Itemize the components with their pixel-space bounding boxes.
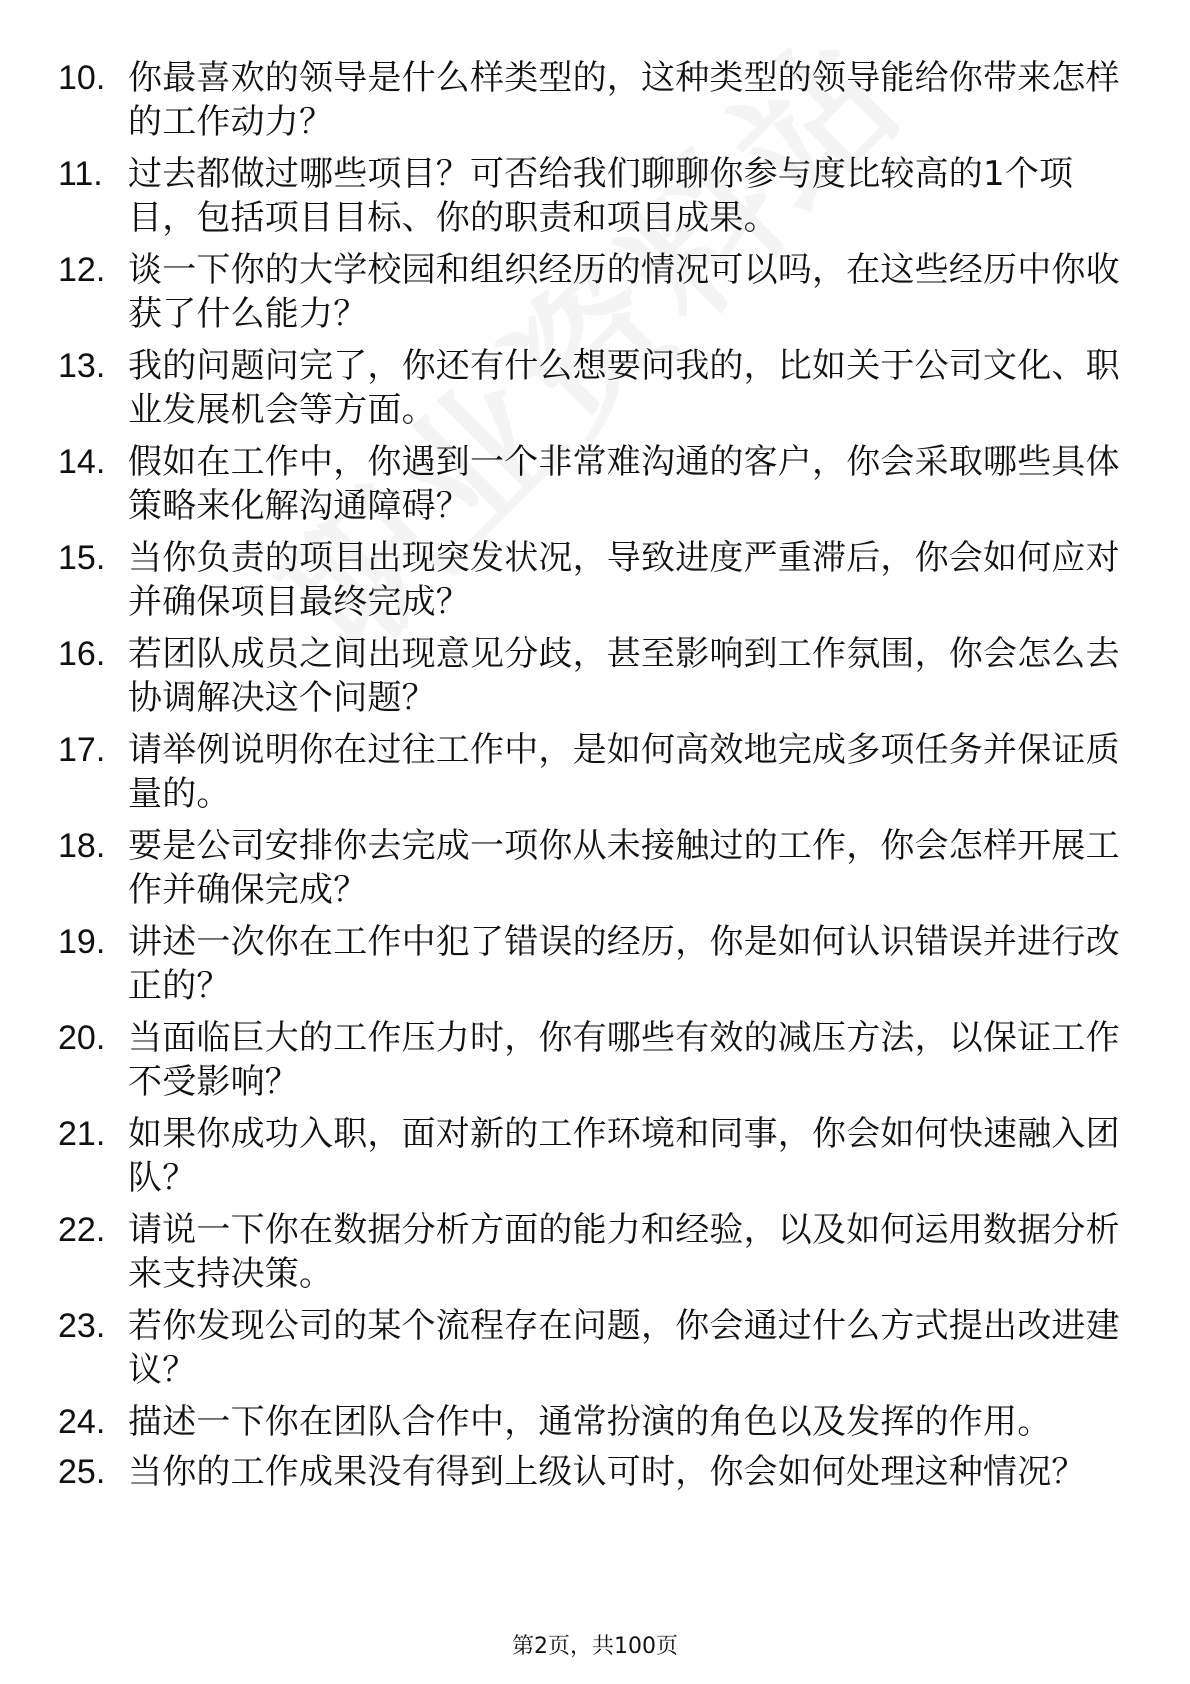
list-item [0, 1394, 1190, 1444]
question-number: 11. [58, 155, 103, 193]
list-item [0, 1298, 1190, 1394]
question-text: 当你负责的项目出现突发状况，导致进度严重滞后，你会如何应对并确保项目最终完成？ [128, 538, 1120, 622]
question-number: 20. [58, 1019, 106, 1057]
question-text: 如果你成功入职，面对新的工作环境和同事，你会如何快速融入团队？ [128, 1114, 1120, 1198]
list-item [0, 530, 1190, 626]
question-text: 当面临巨大的工作压力时，你有哪些有效的减压方法，以保证工作不受影响？ [128, 1018, 1120, 1102]
question-number: 18. [58, 827, 106, 865]
question-number: 22. [58, 1211, 106, 1249]
list-item [0, 242, 1190, 338]
question-number: 10. [58, 59, 106, 97]
question-number: 21. [58, 1115, 106, 1153]
list-item [0, 338, 1190, 434]
question-text: 若你发现公司的某个流程存在问题，你会通过什么方式提出改进建议？ [128, 1306, 1120, 1390]
question-text: 我的问题问完了，你还有什么想要问我的，比如关于公司文化、职业发展机会等方面。 [128, 346, 1120, 430]
question-text: 要是公司安排你去完成一项你从未接触过的工作，你会怎样开展工作并确保完成？ [128, 826, 1120, 910]
list-item [0, 1010, 1190, 1106]
question-number: 16. [58, 635, 106, 673]
list-item [0, 818, 1190, 914]
question-text: 描述一下你在团队合作中，通常扮演的角色以及发挥的作用。 [128, 1402, 1052, 1442]
list-item [0, 434, 1190, 530]
question-number: 19. [58, 923, 106, 961]
question-number: 17. [58, 731, 106, 769]
list-item [0, 1202, 1190, 1298]
question-text: 过去都做过哪些项目？可否给我们聊聊你参与度比较高的1个项目，包括项目目标、你的职责和项目成果。 [128, 154, 1074, 238]
question-number: 15. [58, 539, 106, 577]
question-number: 23. [58, 1307, 106, 1345]
list-item [0, 1106, 1190, 1202]
question-number: 25. [58, 1453, 106, 1491]
list-item [0, 722, 1190, 818]
list-item [0, 50, 1190, 146]
list-item [0, 1444, 1190, 1494]
question-text: 请举例说明你在过往工作中，是如何高效地完成多项任务并保证质量的。 [128, 730, 1120, 814]
list-item [0, 146, 1190, 242]
question-number: 24. [58, 1403, 106, 1441]
page-footer: 第2页，共100页 [512, 1634, 678, 1659]
question-text: 假如在工作中，你遇到一个非常难沟通的客户，你会采取哪些具体策略来化解沟通障碍？ [128, 442, 1120, 526]
list-item [0, 626, 1190, 722]
list-item [0, 914, 1190, 1010]
question-text: 讲述一次你在工作中犯了错误的经历，你是如何认识错误并进行改正的？ [128, 922, 1120, 1006]
question-text: 当你的工作成果没有得到上级认可时，你会如何处理这种情况？ [128, 1452, 1086, 1492]
question-list [0, 50, 1190, 1494]
question-text: 若团队成员之间出现意见分歧，甚至影响到工作氛围，你会怎么去协调解决这个问题？ [128, 634, 1120, 718]
question-text: 你最喜欢的领导是什么样类型的，这种类型的领导能给你带来怎样的工作动力？ [128, 58, 1120, 142]
question-number: 13. [58, 347, 106, 385]
question-number: 14. [58, 443, 106, 481]
question-text: 请说一下你在数据分析方面的能力和经验，以及如何运用数据分析来支持决策。 [128, 1210, 1120, 1294]
question-number: 12. [58, 251, 106, 289]
question-text: 谈一下你的大学校园和组织经历的情况可以吗，在这些经历中你收获了什么能力？ [128, 250, 1120, 334]
